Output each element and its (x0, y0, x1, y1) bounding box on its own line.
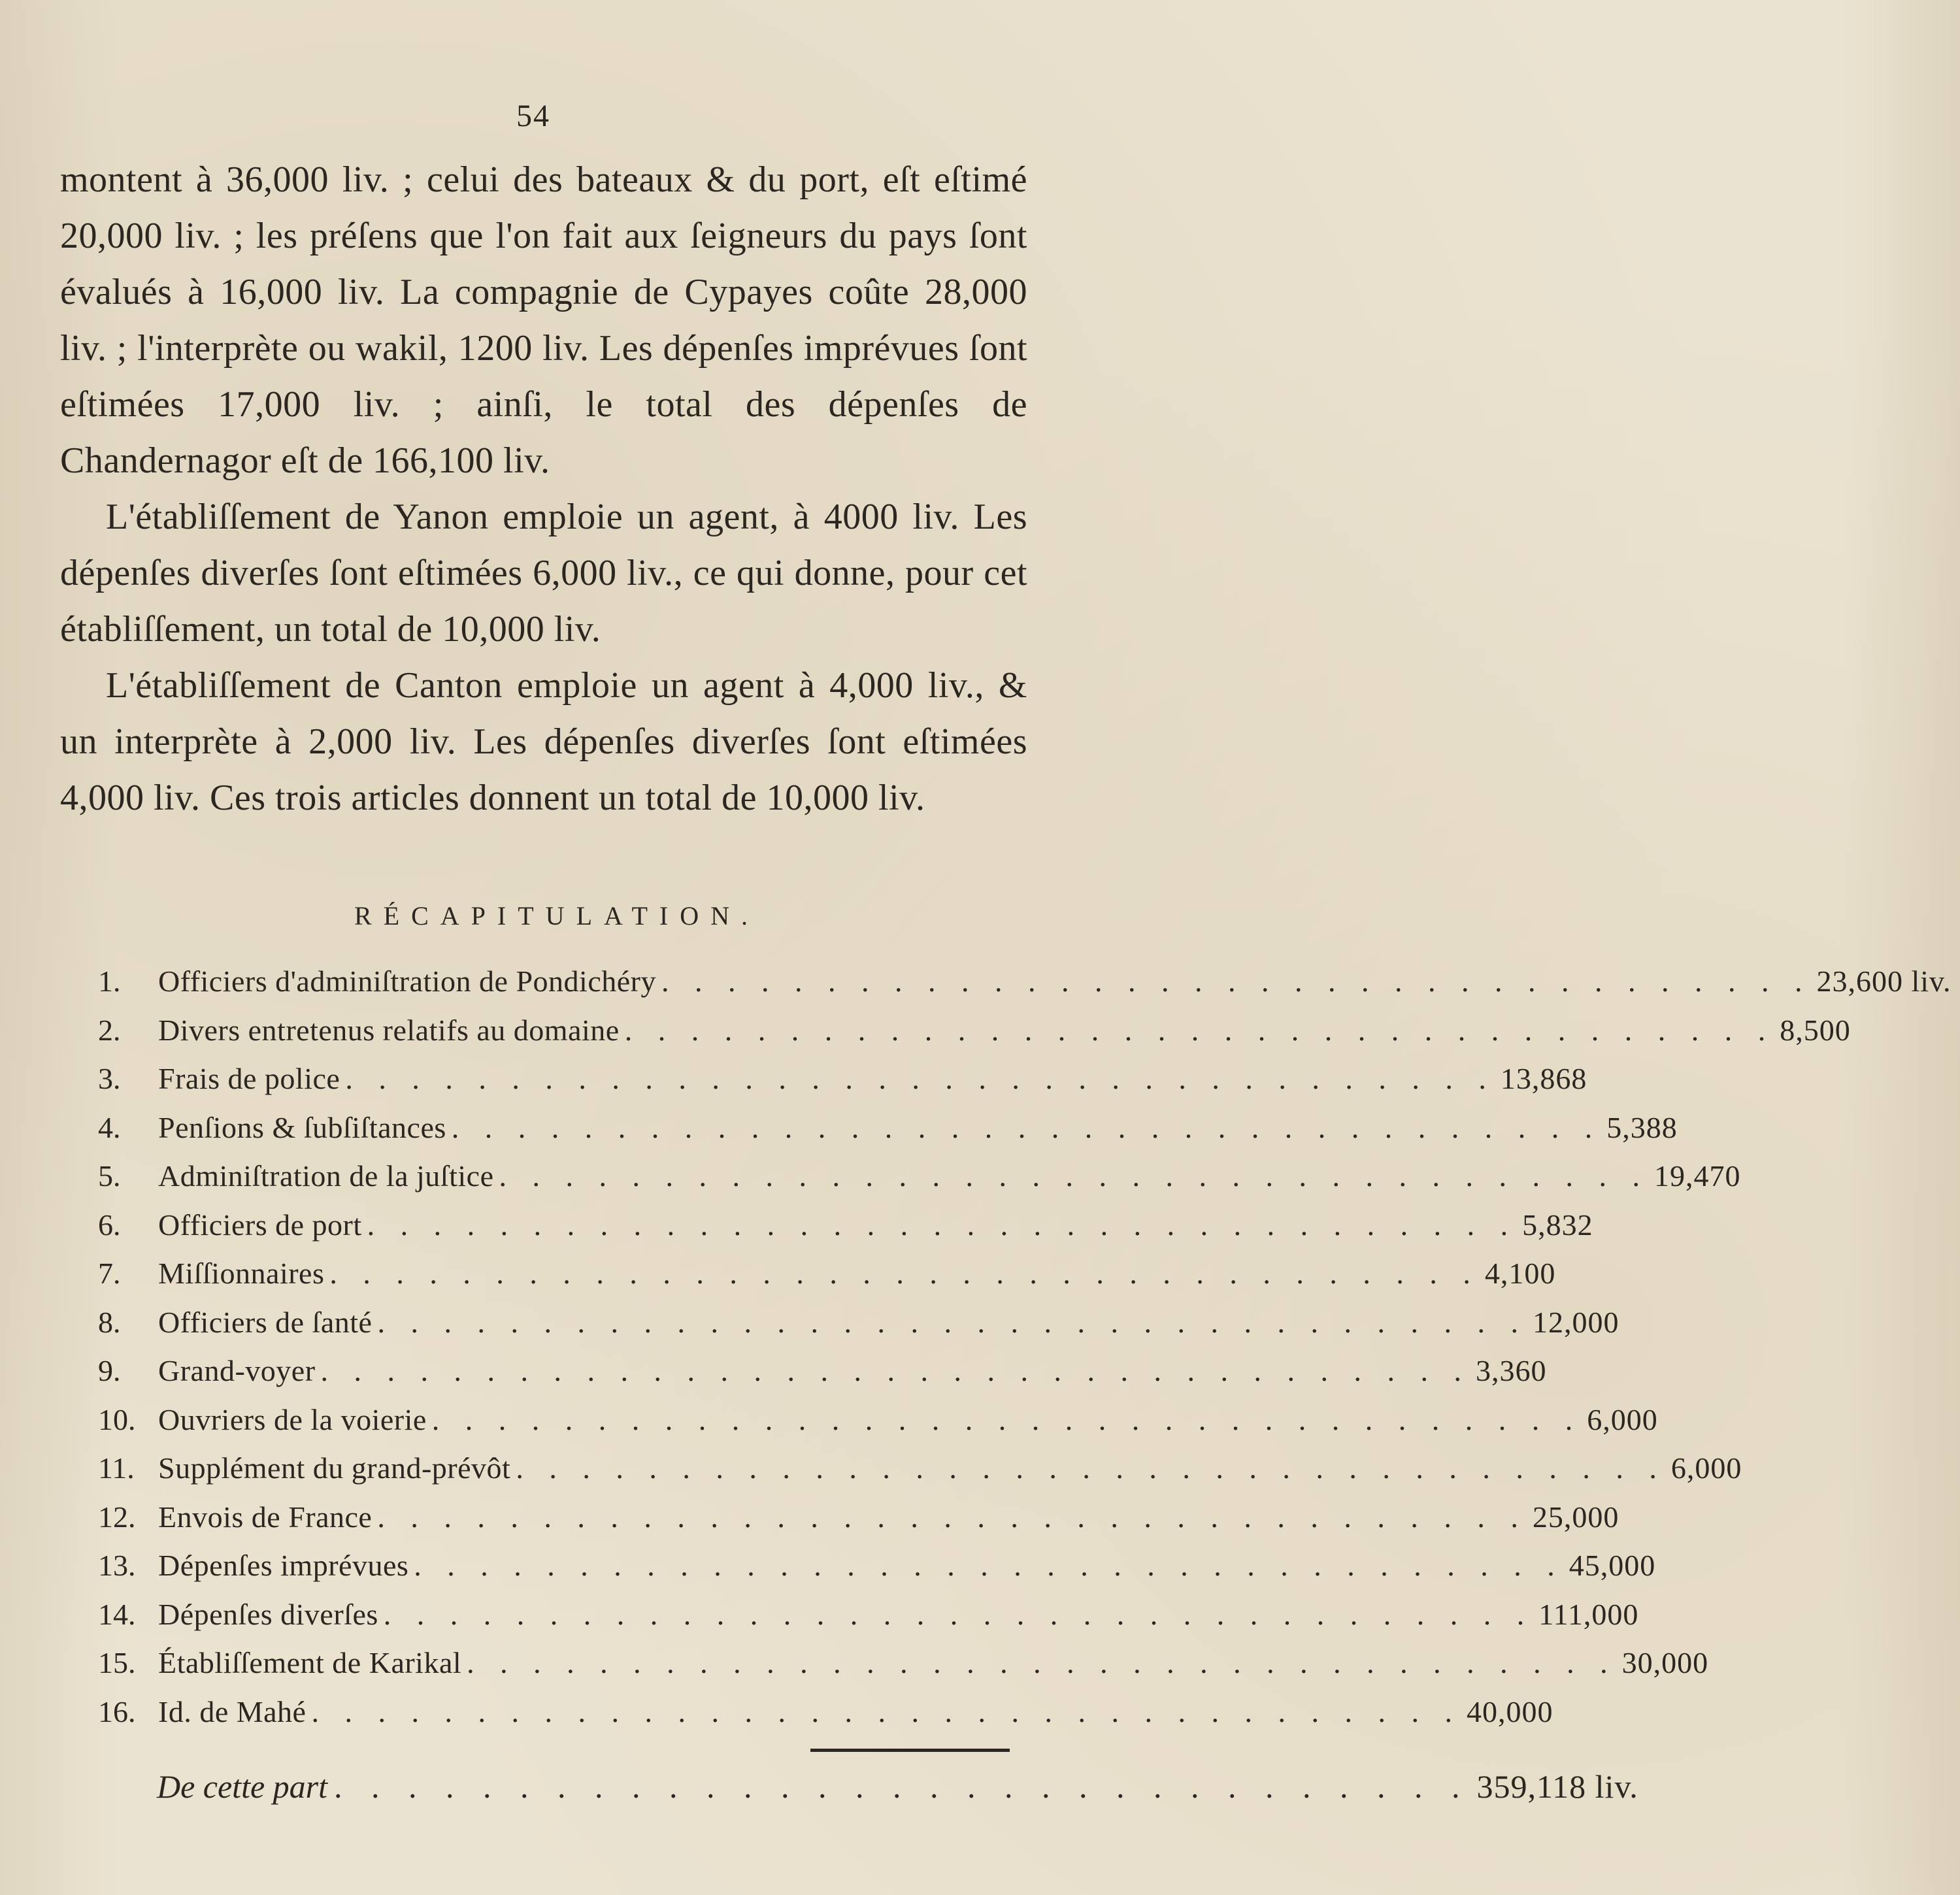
leader-dots: . . . . . . . . . . . . . . . . . . . . . . . . . . . . . . . . . . . (345, 1062, 1495, 1095)
leader-dots: . . . . . . . . . . . . . . . . . . . . . . . . . . . . . . . . . . . (431, 1402, 1582, 1436)
recap-label: Ouvriers de la voierie (158, 1402, 427, 1436)
recap-num: 14. (98, 1597, 136, 1631)
total-label: De cette part (157, 1768, 328, 1805)
recap-amount: 12,000 (1532, 1305, 1619, 1339)
recap-row (98, 1159, 1741, 1208)
leader-dots: . . . . . . . . . . . . . . . . . . . . . . . . . . . . . . . . . . . (451, 1110, 1602, 1144)
recap-num: 15. (98, 1646, 136, 1679)
leader-dots: . . . . . . . . . . . . . . . . . . . . . . . . . . . . . . . . . . . (414, 1549, 1564, 1582)
recap-amount: 25,000 (1532, 1500, 1619, 1534)
recap-label: Penſions & ſubſiſtances (158, 1110, 446, 1144)
paragraph-yanon: L'établiſſement de Yanon emploie un agent, à 4000 liv. Les dépenſes diverſes ſont eſtimées 6,000 liv., ce qui donne, pour cet établiſſement, un total de 10,000 liv. (60, 497, 1027, 650)
recap-label: Adminiſtration de la juſtice (158, 1159, 494, 1193)
paragraph-canton: L'établiſſement de Canton emploie un agent à 4,000 liv., & un interprète à 2,000 liv. Les dépenſes diverſes ſont eſtimées 4,000 liv. Ces trois articles donnent un total de 10,000 liv. (60, 665, 1027, 818)
leader-dots: . . . . . . . . . . . . . . . . . . . . . . . . . . . . . . . . . . . (329, 1257, 1480, 1290)
recap-amount: 8,500 (1780, 1013, 1851, 1047)
recap-num: 5. (98, 1159, 121, 1193)
total-amount: 359,118 liv. (1476, 1768, 1638, 1805)
recap-label: Envois de France (158, 1500, 373, 1534)
recap-amount: 5,832 (1522, 1208, 1593, 1242)
leader-dots: . . . . . . . . . . . . . . . . . . . . . . . . . . . . . . . . . . . (499, 1159, 1649, 1193)
leader-dots: . . . . . . . . . . . . . . . . . . . . . . . . . . . . . . . (334, 1768, 1470, 1805)
recap-label: Officiers de ſanté (158, 1305, 373, 1339)
recap-row (98, 1256, 1556, 1305)
recap-label: Frais de police (158, 1062, 341, 1095)
recap-row (98, 1110, 1678, 1159)
recap-row (98, 1597, 1639, 1646)
total-rule (810, 1749, 1010, 1752)
recap-amount: 13,868 (1500, 1062, 1587, 1095)
recap-label: Miſſionnaires (158, 1257, 325, 1290)
recap-row (98, 964, 1952, 1013)
leader-dots: . . . . . . . . . . . . . . . . . . . . . . . . . . . . . . . . . . . (624, 1013, 1775, 1047)
recap-num: 3. (98, 1062, 121, 1095)
recap-amount: 3,360 (1476, 1354, 1547, 1387)
recap-row (98, 1694, 1553, 1743)
recap-num: 4. (98, 1110, 121, 1144)
recap-row (98, 1645, 1709, 1694)
recap-amount: 4,100 (1484, 1257, 1556, 1290)
recap-label: Établiſſement de Karikal (158, 1646, 462, 1679)
recap-row (98, 1500, 1619, 1549)
leader-dots: . . . . . . . . . . . . . . . . . . . . . . . . . . . . . . . . . . . (320, 1354, 1471, 1387)
recap-num: 6. (98, 1208, 121, 1242)
recap-row (98, 1402, 1658, 1451)
leader-dots: . . . . . . . . . . . . . . . . . . . . . . . . . . . . . . . . . . . (367, 1208, 1518, 1242)
recap-num: 9. (98, 1354, 121, 1387)
recap-num: 10. (98, 1402, 136, 1436)
leader-dots: . . . . . . . . . . . . . . . . . . . . . . . . . . . . . . . . . . . (516, 1451, 1666, 1485)
recap-label: Dépenſes diverſes (158, 1597, 378, 1631)
paragraph-chandernagor: montent à 36,000 liv. ; celui des bateaux & du port, eſt eſtimé 20,000 liv. ; les préſens que l'on fait aux ſeigneurs du pays ſont évalués à 16,000 liv. La compagnie de Cypayes coûte 28,000 liv. ; l'interprète ou wakil, 1200 liv. Les dépenſes imprévues ſont eſtimées 17,000 liv. ; ainſi, le total des dépenſes de Chandernagor eſt de 166,100 liv. (60, 159, 1027, 481)
recap-num: 16. (98, 1694, 136, 1728)
recap-label: Divers entretenus relatifs au domaine (158, 1013, 620, 1047)
leader-dots: . . . . . . . . . . . . . . . . . . . . . . . . . . . . . . . . . . . (377, 1305, 1527, 1339)
recap-label: Id. de Mahé (158, 1694, 307, 1728)
recap-title: RÉCAPITULATION. (354, 901, 759, 931)
recap-amount: 19,470 (1654, 1159, 1741, 1193)
recap-amount: 6,000 (1587, 1402, 1658, 1436)
leader-dots: . . . . . . . . . . . . . . . . . . . . . . . . . . . . . . . . . . . (661, 964, 1812, 998)
recap-amount: 30,000 (1621, 1646, 1709, 1679)
leader-dots: . . . . . . . . . . . . . . . . . . . . . . . . . . . . . . . . . . . (383, 1597, 1534, 1631)
recap-amount: 23,600 liv. (1816, 964, 1952, 998)
recap-num: 12. (98, 1500, 136, 1534)
recap-row (98, 1208, 1593, 1257)
recap-num: 2. (98, 1013, 121, 1047)
leader-dots: . . . . . . . . . . . . . . . . . . . . . . . . . . . . . . . . . . . (467, 1646, 1617, 1679)
recap-row (98, 1353, 1547, 1402)
recap-amount: 5,388 (1606, 1110, 1678, 1144)
recap-row (98, 1451, 1742, 1500)
total-row (157, 1768, 1638, 1805)
body-text (60, 152, 1027, 826)
recap-label: Supplément du grand-prévôt (158, 1451, 511, 1485)
recap-label: Officiers de port (158, 1208, 362, 1242)
recap-num: 11. (98, 1451, 135, 1485)
recap-amount: 111,000 (1538, 1597, 1639, 1631)
recap-row (98, 1305, 1619, 1354)
recap-list (98, 964, 1952, 1743)
recap-row (98, 1548, 1656, 1597)
recap-num: 13. (98, 1549, 136, 1582)
recap-label: Dépenſes imprévues (158, 1549, 409, 1582)
recap-num: 7. (98, 1257, 121, 1290)
page-number: 54 (516, 99, 550, 133)
leader-dots: . . . . . . . . . . . . . . . . . . . . . . . . . . . . . . . . . . . (377, 1500, 1527, 1534)
recap-amount: 40,000 (1466, 1694, 1553, 1728)
recap-num: 8. (98, 1305, 121, 1339)
leader-dots: . . . . . . . . . . . . . . . . . . . . . . . . . . . . . . . . . . . (311, 1694, 1461, 1728)
recap-amount: 6,000 (1670, 1451, 1742, 1485)
recap-row (98, 1061, 1587, 1110)
recap-row (98, 1013, 1851, 1062)
recap-label: Officiers d'adminiſtration de Pondichéry (158, 964, 656, 998)
recap-label: Grand-voyer (158, 1354, 316, 1387)
recap-num: 1. (98, 964, 121, 998)
recap-amount: 45,000 (1569, 1549, 1656, 1582)
